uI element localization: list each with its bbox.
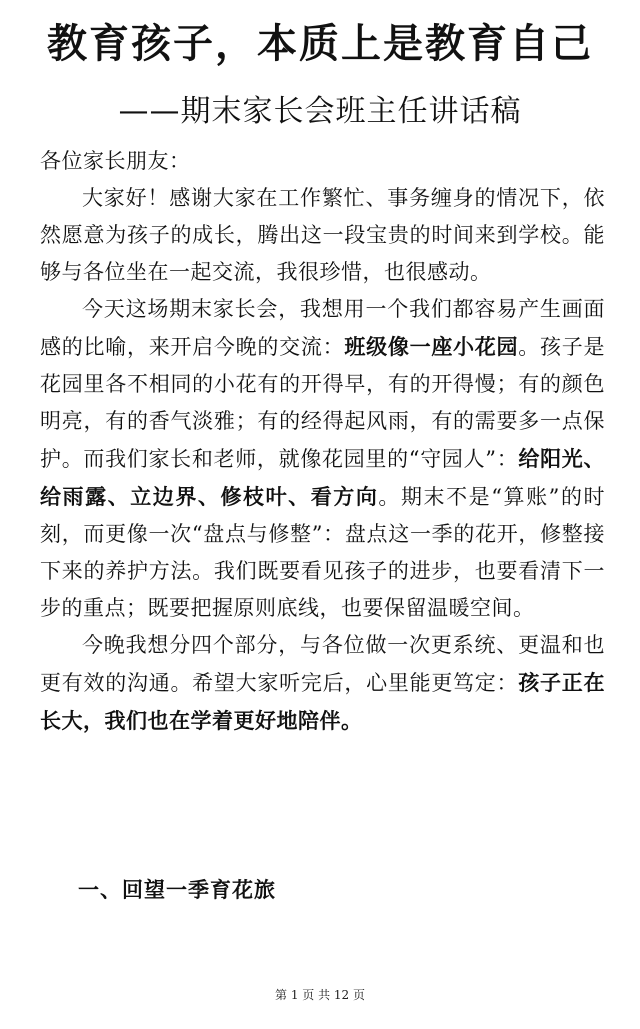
paragraph-2-bold-a: 班级像一座小花园 (344, 334, 519, 359)
paragraph-3-text-a: 今晚我想分四个部分，与各位做一次更系统、更温和也更有效的沟通。希望大家听完后，心里能更笃定： (40, 633, 605, 695)
paragraph-1 (40, 180, 605, 291)
paragraph-2-text-e: 。期末不是“算账”的时刻，而更像一次“盘点与修整”：盘点这一季的花开，修整接下来的养护方法。我们既要看见孩子的进步，也要看清下一步的重点；既要把握原则底线，也要保留温暖空间。 (40, 485, 605, 620)
paragraph-2-text-a: 今天这场期末家长会，我想用一个我们都容易产生画面感的比喻，来开启今晚的交流： (40, 297, 605, 359)
salutation: 各位家长朋友： (40, 149, 191, 173)
paragraph-2-bold-b: 给阳光、给雨露、立边界、修枝叶、看方向 (40, 446, 606, 509)
page-subtitle: ——期末家长会班主任讲话稿 (118, 94, 522, 129)
paragraph-1-text: 大家好！感谢大家在工作繁忙、事务缠身的情况下，依然愿意为孩子的成长，腾出这一段宝贵的时间来到学校。能够与各位坐在一起交流，我很珍惜，也很感动。 (40, 186, 605, 284)
section-heading: 一、回望一季育花旅 (78, 877, 276, 902)
paragraph-3-bold: 孩子正在长大，我们也在学着更好地陪伴。 (40, 670, 606, 733)
page-title: 教育孩子，本质上是教育自己 (47, 21, 593, 67)
body-text (40, 143, 605, 740)
paragraph-2 (40, 291, 605, 627)
page-number-footer: 第 1 页 共 12 页 (275, 988, 365, 1002)
paragraph-2-text-c: 。孩子是花园里各不相同的小花有的开得早，有的开得慢；有的颜色明亮，有的香气淡雅；有的经得起风雨，有的需要多一点保护。而我们家长和老师，就像花园里的“守园人”： (40, 335, 606, 471)
paragraph-3 (40, 627, 605, 740)
